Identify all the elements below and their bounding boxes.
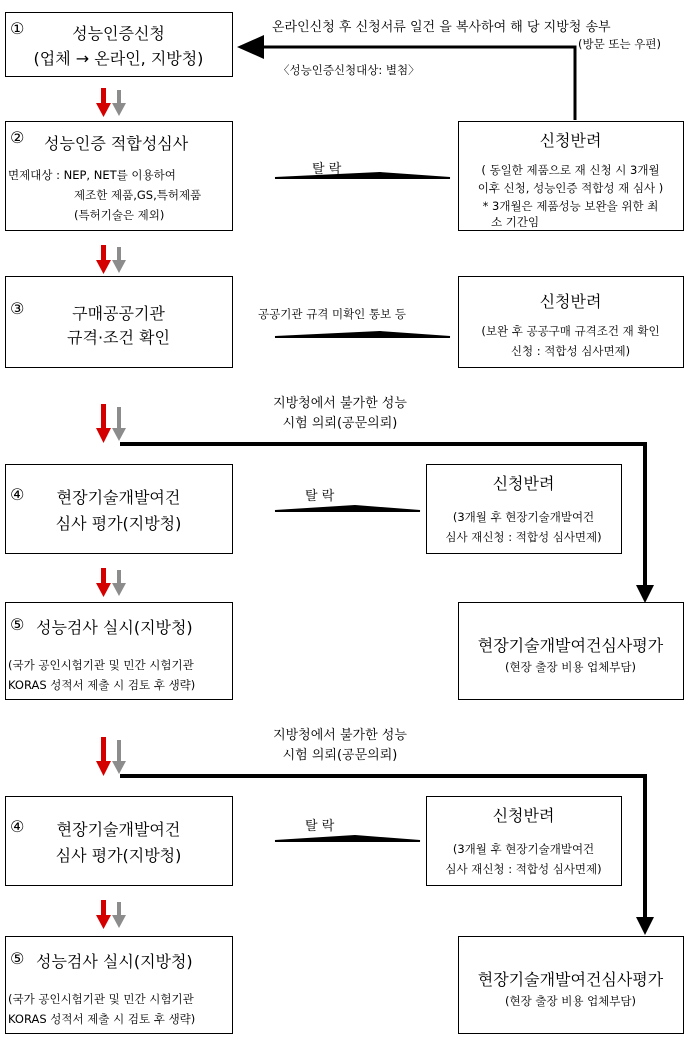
down-arrow-5	[96, 737, 126, 776]
node-suitability-review	[5, 121, 233, 231]
node-title: 성능검사 실시(지방청)	[36, 618, 193, 637]
drop-label-4: 탈 락	[305, 819, 335, 834]
drop-label-4: 탈 락	[305, 489, 335, 504]
reject-line-2: 심사 재신청 : 적합성 심사면제)	[445, 862, 602, 876]
reject-box-site	[426, 796, 622, 886]
step-number: ④	[10, 485, 25, 504]
reject-line-2: 심사 재신청 : 적합성 심사면제)	[445, 530, 602, 544]
reject-line-1: ( 동일한 제품으로 재 신청 시 3개월	[481, 163, 660, 177]
reject-line-4: 소 기간임	[491, 215, 540, 229]
down-arrow-1	[96, 88, 126, 117]
node-performance-test	[5, 602, 233, 700]
reject-line-2: 이후 신청, 성능인증 적합성 재 심사 )	[477, 181, 664, 195]
reject-line-2: 신청 : 적합성 심사면제)	[510, 344, 631, 358]
reject-box-site	[426, 464, 622, 554]
node-subtitle: (현장 출장 비용 업체부담)	[504, 994, 637, 1008]
site-request-head-2	[636, 917, 654, 935]
node-subtitle: 규격·조건 확인	[67, 328, 170, 347]
exemption-line-1: 면제대상 : NEP, NET를 이용하여	[8, 168, 176, 182]
node-site-visit	[458, 936, 684, 1034]
resubmit-arrow	[240, 47, 575, 120]
down-arrow-4	[96, 568, 126, 597]
resubmit-method: (방문 또는 우편)	[578, 37, 661, 51]
reject-title: 신청반려	[539, 292, 602, 311]
drop-arrow-4b	[275, 836, 420, 841]
down-arrow-2	[96, 245, 126, 274]
node-title: 성능검사 실시(지방청)	[36, 952, 193, 971]
step-number: ④	[10, 817, 25, 836]
reject-box-spec	[458, 276, 684, 368]
reject-line-1: (3개월 후 현장기술개발여건	[452, 842, 595, 856]
drop-label-2: 탈 락	[312, 162, 342, 177]
down-arrow-3	[96, 404, 126, 443]
node-title: 현장기술개발여건심사평가	[477, 970, 664, 989]
resubmit-label: 온라인신청 후 신청서류 일건 을 복사하여 해 당 지방청 송부	[272, 20, 611, 35]
reject-title: 신청반려	[492, 806, 555, 825]
note-line-1: (국가 공인시험기관 및 민간 시험기관	[8, 658, 194, 672]
reject-box-review	[458, 121, 684, 231]
node-performance-test	[5, 936, 233, 1034]
step-number: ⑤	[10, 615, 25, 634]
step-number: ③	[10, 299, 25, 318]
drop-arrow-2	[275, 173, 450, 178]
note-line-2: KORAS 성적서 제출 시 검토 후 생략)	[8, 678, 196, 692]
step-number: ①	[10, 19, 25, 38]
node-title: 현장기술개발여건심사평가	[477, 636, 664, 655]
reject-line-1: (보완 후 공공구매 규격조건 재 확인	[481, 324, 660, 338]
drop-arrow-4a	[275, 506, 420, 511]
node-site-visit	[458, 602, 684, 700]
apply-target-label: 〈성능인증신청대상: 별첨〉	[278, 63, 420, 77]
site-request-head-1	[636, 585, 654, 603]
node-subtitle: 심사 평가(지방청)	[55, 514, 182, 533]
node-title: 구매공공기관	[72, 304, 165, 323]
node-spec-check	[5, 276, 233, 368]
exemption-line-2: 제조한 제품,GS,특허제품	[74, 188, 202, 202]
node-site-evaluation	[5, 464, 233, 554]
node-title: 성능인증 적합성심사	[44, 134, 189, 153]
site-request-label-2: 시험 의뢰(공문의뢰)	[282, 416, 398, 431]
site-request-label-1: 지방청에서 불가한 성능	[273, 396, 407, 411]
site-request-label-1: 지방청에서 불가한 성능	[273, 728, 407, 743]
node-title: 성능인증신청	[72, 24, 165, 43]
reject-line-1: (3개월 후 현장기술개발여건	[452, 510, 595, 524]
node-apply	[5, 12, 233, 77]
reject-title: 신청반려	[492, 474, 555, 493]
step-number: ⑤	[10, 949, 25, 968]
down-arrow-6	[96, 900, 126, 929]
drop-label-3: 공공기관 규격 미확인 통보 등	[258, 307, 406, 321]
node-subtitle: (현장 출장 비용 업체부담)	[504, 660, 637, 674]
note-line-1: (국가 공인시험기관 및 민간 시험기관	[8, 992, 194, 1006]
node-subtitle: 심사 평가(지방청)	[55, 846, 182, 865]
step-number: ②	[10, 128, 25, 147]
node-site-evaluation	[5, 796, 233, 886]
note-line-2: KORAS 성적서 제출 시 검토 후 생략)	[8, 1012, 196, 1026]
site-request-label-2: 시험 의뢰(공문의뢰)	[282, 748, 398, 763]
exemption-line-3: (특허기술은 제외)	[74, 208, 165, 222]
node-title: 현장기술개발여건	[56, 488, 181, 507]
drop-arrow-3	[275, 332, 450, 337]
node-subtitle: (업체 → 온라인, 지방청)	[33, 49, 204, 68]
reject-line-3: * 3개월은 제품성능 보완을 위한 최	[482, 199, 659, 213]
reject-title: 신청반려	[539, 131, 602, 150]
node-title: 현장기술개발여건	[56, 820, 181, 839]
